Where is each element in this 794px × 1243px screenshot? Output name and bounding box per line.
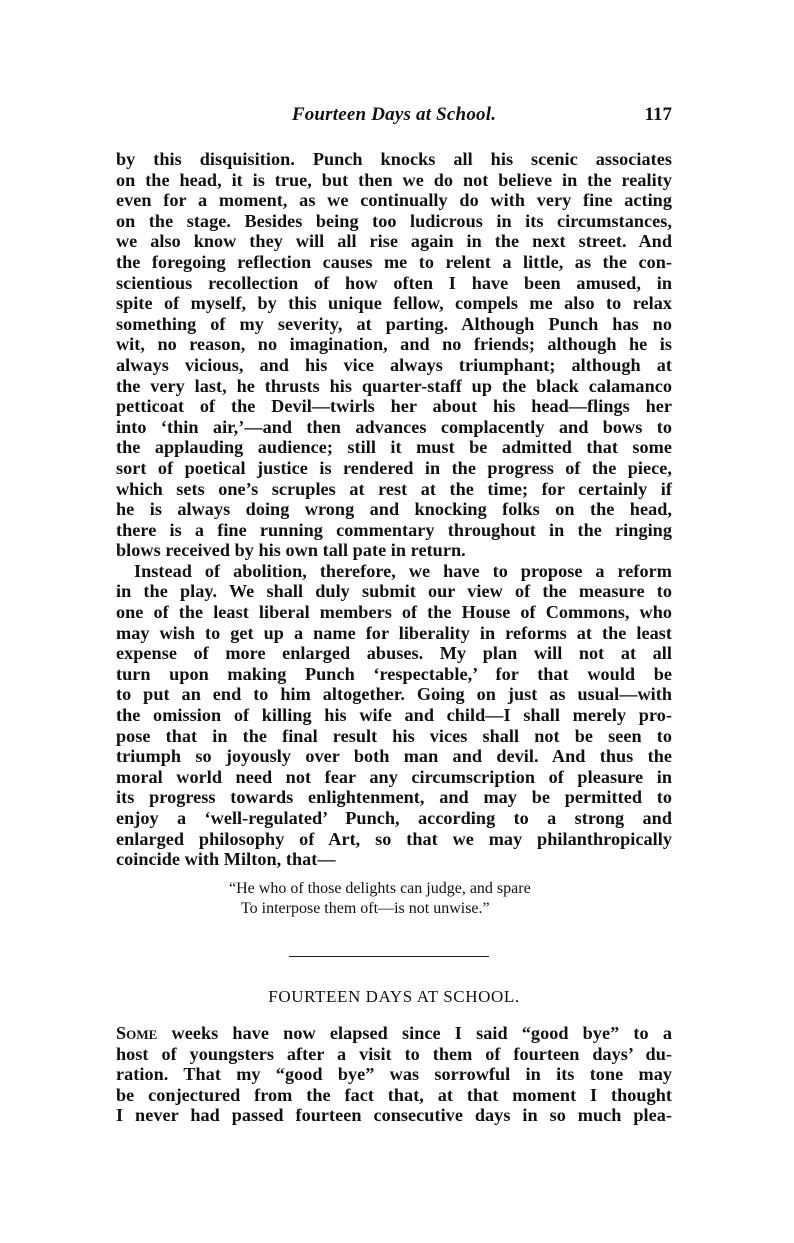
text-line: pose that in the final result his vices shall not be seen to — [116, 725, 672, 746]
text-line: its progress towards enlightenment, and may be permitted to — [116, 787, 672, 808]
text-line: something of my severity, at parting. Although Punch has no — [116, 313, 672, 334]
text-line: we also know they will all rise again in the next street. And — [116, 231, 672, 252]
text-line: may wish to get up a name for liberality in reforms at the least — [116, 622, 672, 643]
text-line: even for a moment, as we continually do with very fine acting — [116, 190, 672, 211]
body-text — [116, 149, 672, 870]
text-line: triumph so joyously over both man and devil. And thus the — [116, 746, 672, 767]
text-line: to put an end to him altogether. Going on just as usual—with — [116, 684, 672, 705]
text-line: always vicious, and his vice always triumphant; although at — [116, 354, 672, 375]
text-line: scientious recollection of how often I have been amused, in — [116, 272, 672, 293]
text-line: one of the least liberal members of the House of Commons, who — [116, 602, 672, 623]
verse-line: “He who of those delights can judge, and spare — [229, 880, 531, 897]
verse-line: To interpose them oft—is not unwise.” — [241, 900, 490, 917]
text-line: he is always doing wrong and knocking folks on the head, — [116, 499, 672, 520]
text-line: which sets one’s scruples at rest at the time; for certainly if — [116, 478, 672, 499]
text-line: moral world need not fear any circumscription of pleasure in — [116, 766, 672, 787]
text-span: weeks have now elapsed since I said “good bye” to a — [157, 1023, 672, 1043]
verse-quotation — [116, 879, 672, 919]
section-title: FOURTEEN DAYS AT SCHOOL. — [268, 987, 520, 1006]
text-line: in the play. We shall duly submit our view of the measure to — [116, 581, 672, 602]
text-line: be conjectured from the fact that, at that moment I thought — [116, 1084, 672, 1105]
text-line: expense of more enlarged abuses. My plan will not at all — [116, 643, 672, 664]
section-body-text — [116, 1023, 672, 1126]
text-line: on the head, it is true, but then we do not believe in the reality — [116, 169, 672, 190]
text-line: ration. That my “good bye” was sorrowful in its tone may — [116, 1064, 672, 1085]
text-line: enlarged philosophy of Art, so that we may philanthropically — [116, 828, 672, 849]
text-line: the very last, he thrusts his quarter-staff up the black calamanco — [116, 375, 672, 396]
text-line: the omission of killing his wife and child—I shall merely pro- — [116, 705, 672, 726]
text-line: on the stage. Besides being too ludicrous in its circumstances, — [116, 210, 672, 231]
text-line: the foregoing reflection causes me to relent a little, as the con- — [116, 251, 672, 272]
text-line: there is a fine running commentary throughout in the ringing — [116, 519, 672, 540]
text-line: the applauding audience; still it must be admitted that some — [116, 437, 672, 458]
text-line: petticoat of the Devil—twirls her about his head—flings her — [116, 396, 672, 417]
text-line: enjoy a ‘well-regulated’ Punch, according to a strong and — [116, 808, 672, 828]
paragraph-start-line — [116, 1023, 672, 1044]
paragraph-end-line: blows received by his own tall pate in return. — [116, 540, 466, 561]
drop-word: Some — [116, 1023, 158, 1043]
text-line: wit, no reason, no imagination, and no friends; although he is — [116, 334, 672, 355]
text-line: host of youngsters after a visit to them of fourteen days’ du- — [116, 1043, 672, 1064]
text-line: into ‘thin air,’—and then advances complacently and bows to — [116, 416, 672, 437]
text-line: spite of myself, by this unique fellow, compels me also to relax — [116, 293, 672, 314]
text-line: I never had passed fourteen consecutive days in so much plea- — [116, 1105, 672, 1126]
text-line: sort of poetical justice is rendered in the progress of the piece, — [116, 457, 672, 478]
text-line: turn upon making Punch ‘respectable,’ for that would be — [116, 663, 672, 684]
running-title: Fourteen Days at School. — [291, 104, 497, 125]
page-number: 117 — [644, 104, 672, 125]
running-header — [116, 104, 672, 128]
text-line: by this disquisition. Punch knocks all his scenic associates — [116, 149, 672, 169]
section-divider — [289, 956, 489, 957]
paragraph-start-line: Instead of abolition, therefore, we have to propose a reform — [134, 560, 672, 581]
paragraph-end-line: coincide with Milton, that— — [116, 849, 336, 870]
